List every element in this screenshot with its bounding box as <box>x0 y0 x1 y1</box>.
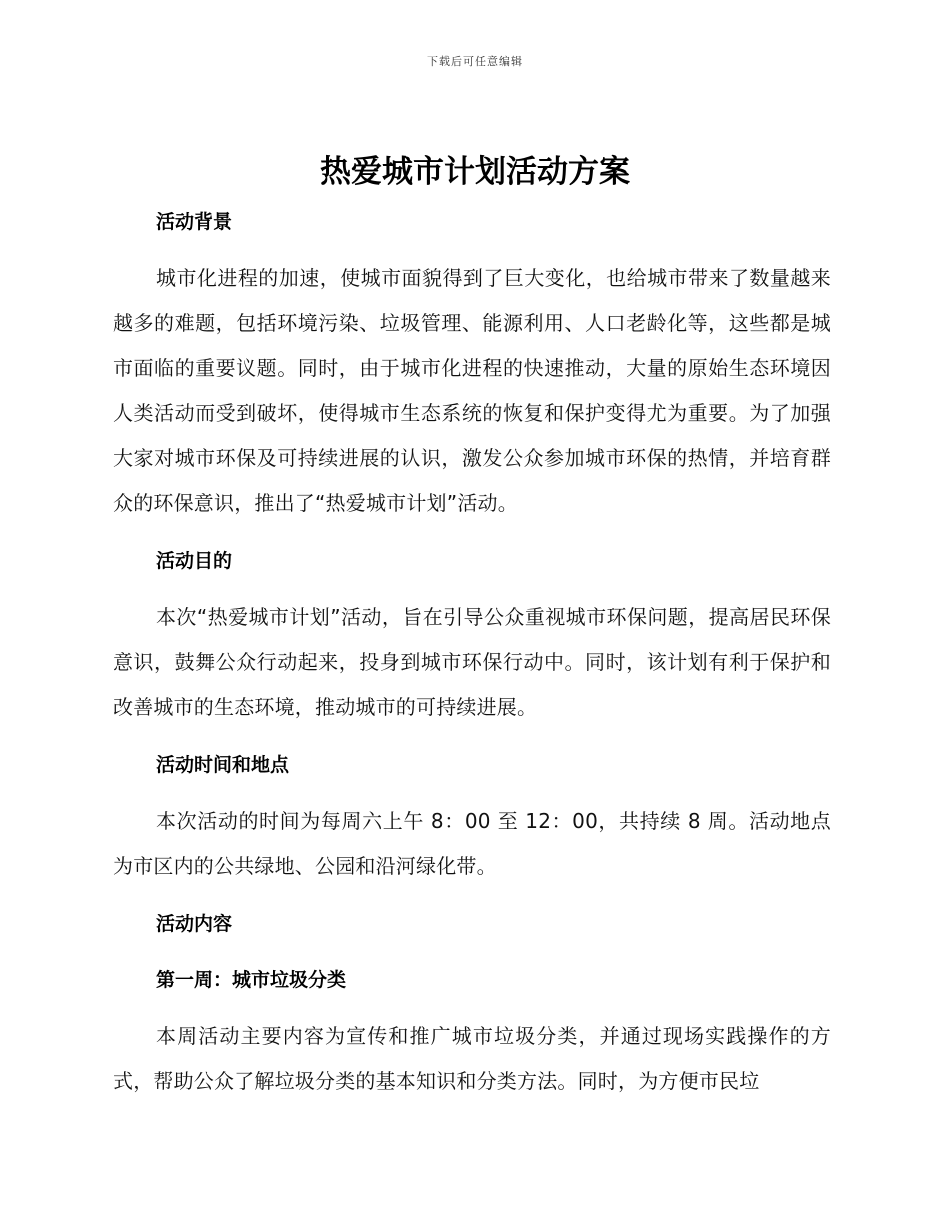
document-title: 热爱城市计划活动方案 <box>320 154 630 190</box>
page-header-note: 下载后可任意编辑 <box>427 55 523 68</box>
section-heading-background: 活动背景 <box>156 211 233 233</box>
section-heading-time-place: 活动时间和地点 <box>156 754 290 776</box>
paragraph-time-place: 本次活动的时间为每周六上午 8：00 至 12：00，共持续 8 周。活动地点为市区内的公共绿地、公园和沿河绿化带。 <box>113 809 831 878</box>
section-heading-content: 活动内容 <box>156 913 233 935</box>
paragraph-background: 城市化进程的加速，使城市面貌得到了巨大变化，也给城市带来了数量越来越多的难题，包括环境污染、垃圾管理、能源利用、人口老龄化等，这些都是城市面临的重要议题。同时，由于城市化进程的快速推动，大量的原始生态环境因人类活动而受到破坏，使得城市生态系统的恢复和保护变得尤为重要。为了加强大家对城市环保及可持续进展的认识，激发公众参加城市环保的热情，并培育群众的环保意识，推出了“热爱城市计划”活动。 <box>113 266 831 515</box>
subsection-heading-week1: 第一周：城市垃圾分类 <box>156 969 347 991</box>
paragraph-week1: 本周活动主要内容为宣传和推广城市垃圾分类，并通过现场实践操作的方式，帮助公众了解垃圾分类的基本知识和分类方法。同时，为方便市民垃 <box>113 1024 831 1093</box>
paragraph-purpose: 本次“热爱城市计划”活动，旨在引导公众重视城市环保问题，提高居民环保意识，鼓舞公众行动起来，投身到城市环保行动中。同时，该计划有利于保护和改善城市的生态环境，推动城市的可持续进展。 <box>113 605 831 719</box>
document-body <box>113 200 831 1104</box>
section-heading-purpose: 活动目的 <box>156 550 233 572</box>
